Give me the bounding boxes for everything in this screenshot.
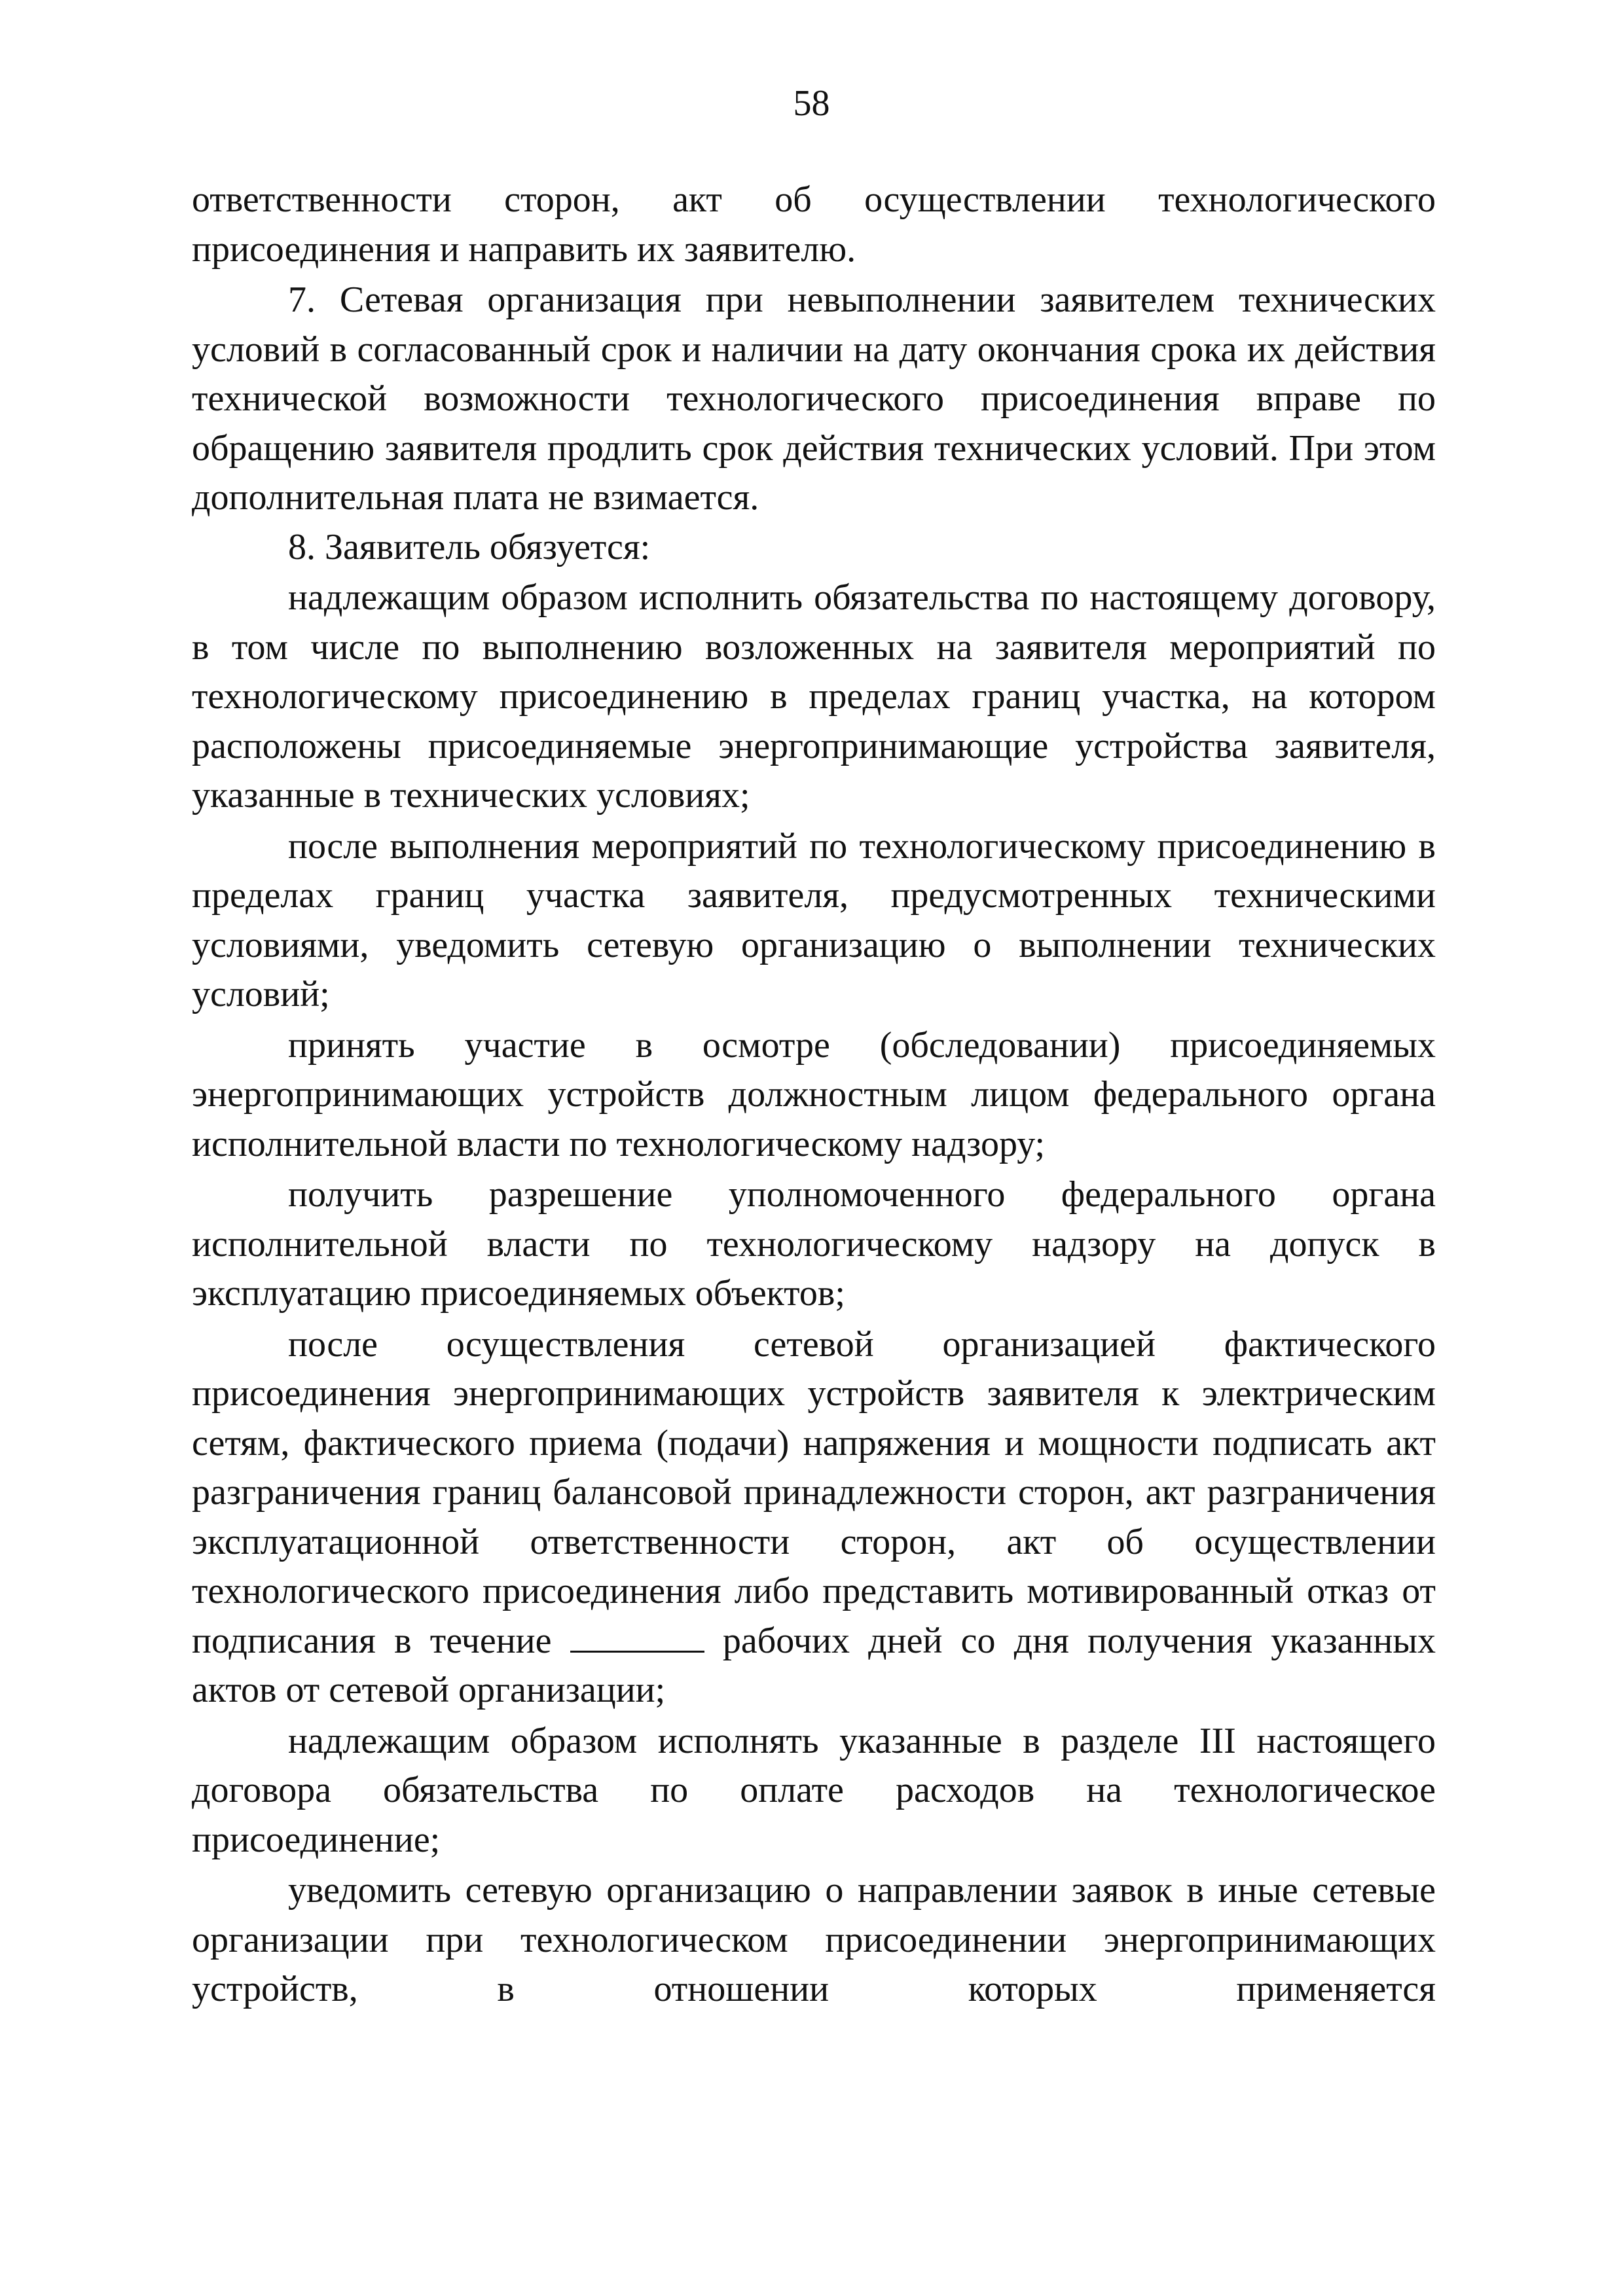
- obligation-payment: надлежащим образом исполнять указанные в разделе III настоящего договора обязательства по оплате расходов на технологическое присоединение;: [192, 1720, 1436, 1860]
- obligation-fulfil-contract: надлежащим образом исполнить обязательства по настоящему договору, в том числе по выполнению возложенных на заявителя мероприятий по технологическому присоединению в пределах границ участка, на котором расположены присоединяемые энергопринимающие устройства заявителя, указанные в технических условиях;: [192, 577, 1436, 816]
- obligation-sign-acts-text: после осуществления сетевой организацией фактического присоединения энергопринимающих устройств заявителя к электрическим сетям, фактического приема (подачи) напряжения и мощности подписать акт разграничения границ балансовой принадлежности сторон, акт разграничения эксплуатационной ответственности сторон, акт об осуществлении технологического присоединения либо представить мотивированный отказ от подписания в течение: [192, 1323, 1436, 1661]
- page-number: 58: [793, 83, 830, 124]
- obligation-notify-completion: после выполнения мероприятий по технологическому присоединению в пределах границ участка заявителя, предусмотренных техническими условиями, уведомить сетевую организацию о выполнении технических условий;: [192, 825, 1436, 1014]
- obligation-sign-acts-tail: рабочих дней со дня получения указанных актов от сетевой организации;: [192, 1620, 1436, 1710]
- paragraph-continuation: ответственности сторон, акт об осуществлении технологического присоединения и направить их заявителю.: [192, 179, 1436, 270]
- paragraph-item-8: 8. Заявитель обязуется:: [288, 526, 651, 567]
- blank-days-field: [570, 1622, 704, 1653]
- obligation-permit: получить разрешение уполномоченного федерального органа исполнительной власти по технологическому надзору на допуск в эксплуатацию присоединяемых объектов;: [192, 1174, 1436, 1314]
- obligation-inspection: принять участие в осмотре (обследовании) присоединяемых энергопринимающих устройств должностным лицом федерального органа исполнительной власти по технологическому надзору;: [192, 1024, 1436, 1164]
- obligation-sign-acts: [192, 1320, 1436, 1715]
- paragraph-item-7: 7. Сетевая организация при невыполнении заявителем технических условий в согласованный срок и наличии на дату окончания срока их действия технической возможности технологического присоединения вправе по обращению заявителя продлить срок действия технических условий. При этом дополнительная плата не взимается.: [192, 279, 1436, 518]
- obligation-notify-requests: [192, 1866, 1436, 2015]
- obligation-notify-requests-text: уведомить сетевую организацию о направлении заявок в иные сетевые организации при технологическом присоединении энергопринимающих устройств, в отношении которых применяется: [192, 1870, 1436, 2009]
- document-body: [192, 175, 1436, 2015]
